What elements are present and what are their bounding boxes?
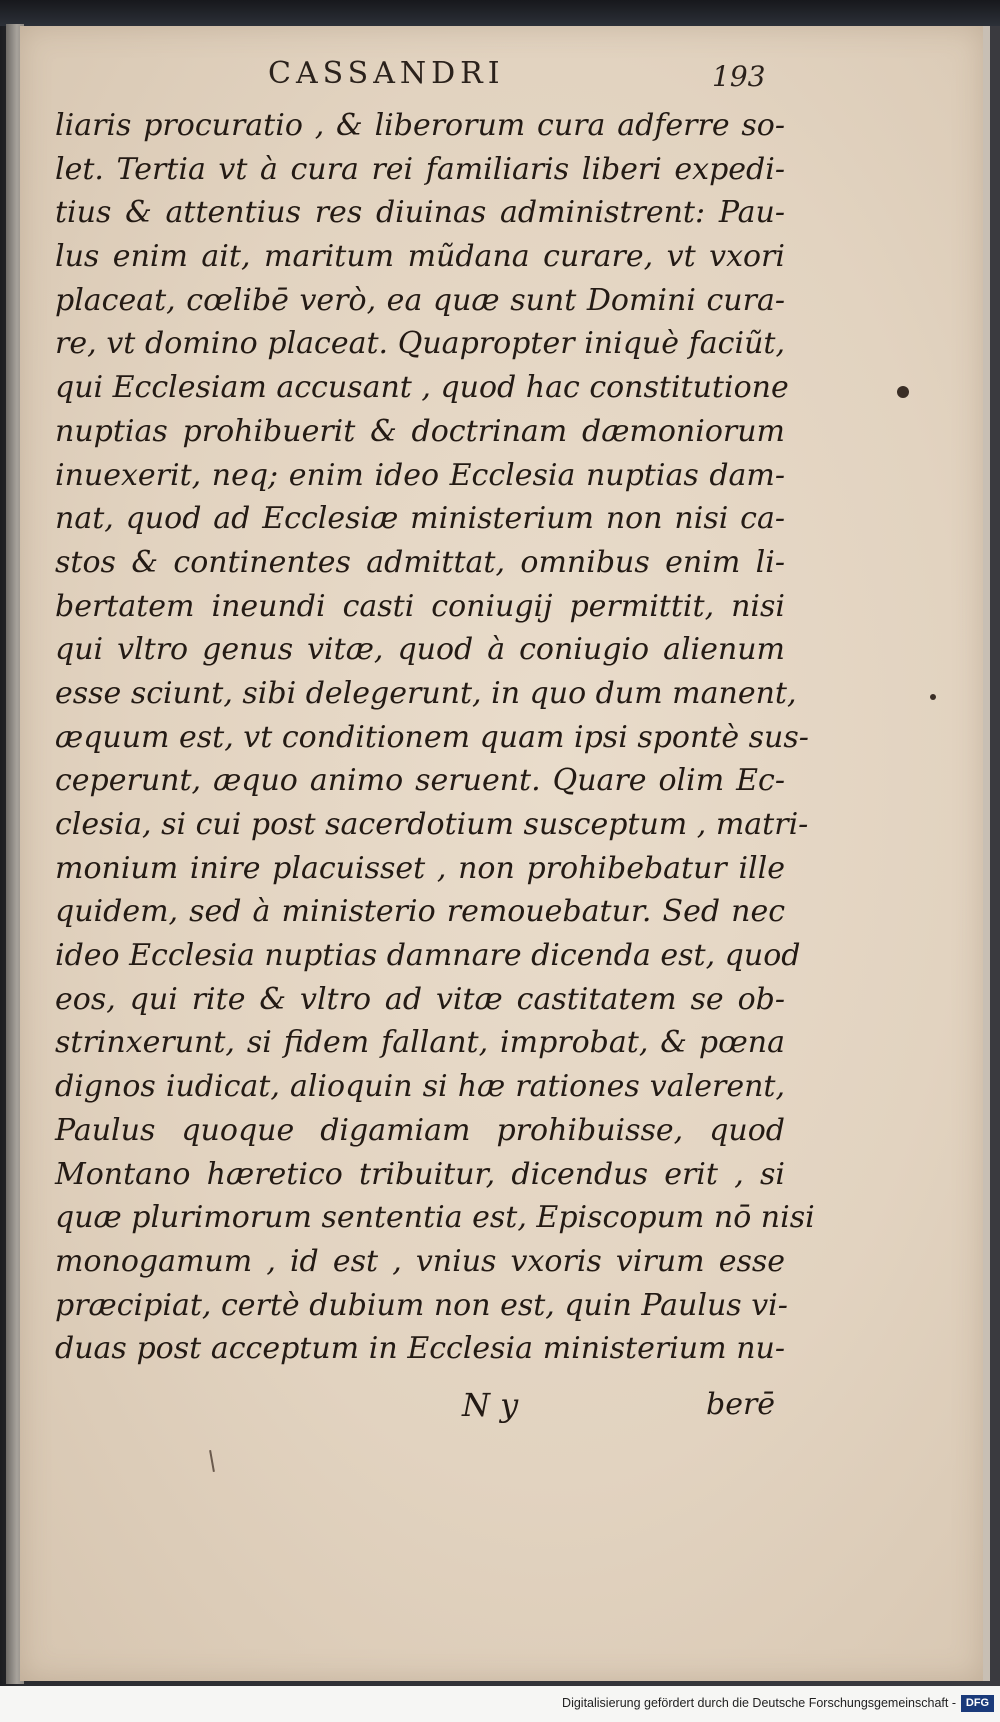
text-line: Paulus quoque digamiam prohibuisse, quod — [55, 1112, 785, 1148]
text-line: nuptias prohibuerit & doctrinam dæmoniorum — [55, 413, 785, 449]
text-line: re, vt domino placeat. Quapropter iniquè faciũt, — [55, 326, 785, 362]
text-line: qui Ecclesiam accusant , quod hac constitutione — [55, 370, 789, 406]
text-line: dignos iudicat, alioquin si hæ rationes valerent, — [55, 1069, 785, 1105]
running-head: CASSANDRI — [268, 56, 505, 91]
text-line: placeat, cœlibē verò, ea quæ sunt Domini cura- — [55, 282, 785, 318]
text-line: nat, quod ad Ecclesiæ ministerium non nisi ca- — [55, 501, 785, 537]
footer-bar — [0, 1686, 1000, 1722]
text-line: inuexerit, neq; enim ideo Ecclesia nuptias dam- — [55, 457, 785, 493]
ink-spot — [897, 386, 909, 398]
catchword: berē — [706, 1387, 776, 1422]
funding-credit: Digitalisierung gefördert durch die Deutsche Forschungsgemeinschaft - — [562, 1696, 956, 1710]
book-top-edge — [0, 0, 1000, 26]
signature-mark: N y — [462, 1386, 519, 1424]
text-line: Montano hæretico tribuitur, dicendus erit , si — [55, 1156, 785, 1192]
text-line: quæ plurimorum sententia est, Episcopum nō nisi — [55, 1200, 815, 1236]
text-line: præcipiat, certè dubium non est, quin Paulus vi- — [55, 1287, 788, 1323]
text-line: bertatem ineundi casti coniugij permittit, nisi — [55, 588, 785, 624]
text-line: ideo Ecclesia nuptias damnare dicenda est, quod — [55, 938, 801, 974]
text-line: qui vltro genus vitæ, quod à coniugio alienum — [55, 632, 785, 668]
text-line: liaris procuratio , & liberorum cura adferre so- — [55, 108, 785, 143]
text-line: quidem, sed à ministerio remouebatur. Sed nec — [55, 894, 785, 930]
text-line: eos, qui rite & vltro ad vitæ castitatem se ob- — [55, 981, 785, 1017]
text-line: tius & attentius res diuinas administrent: Pau- — [55, 195, 785, 231]
ink-spot — [930, 694, 936, 700]
text-line: let. Tertia vt à cura rei familiaris liberi expedi- — [55, 151, 785, 187]
text-line: monogamum , id est , vnius vxoris virum esse — [55, 1243, 785, 1279]
text-line: strinxerunt, si fidem fallant, improbat, & pœna — [55, 1025, 785, 1061]
text-line: lus enim ait, maritum mũdana curare, vt vxori — [55, 239, 785, 275]
text-line: duas post acceptum in Ecclesia ministerium nu- — [55, 1331, 785, 1367]
text-line: æquum est, vt conditionem quam ipsi spontè sus- — [55, 719, 809, 755]
text-line: stos & continentes admittat, omnibus enim li- — [55, 544, 785, 580]
text-line: clesia, si cui post sacerdotium susceptum , matri- — [55, 807, 809, 842]
text-line: monium inire placuisset , non prohibebatur ille — [55, 850, 785, 886]
text-line: ceperunt, æquo animo seruent. Quare olim Ec- — [55, 763, 785, 799]
dfg-logo: DFG — [961, 1695, 994, 1712]
page-right-edge — [982, 26, 990, 1681]
page-number: 193 — [712, 60, 766, 93]
text-line: esse sciunt, sibi delegerunt, in quo dum manent, — [55, 675, 797, 711]
text-body — [55, 104, 815, 1371]
